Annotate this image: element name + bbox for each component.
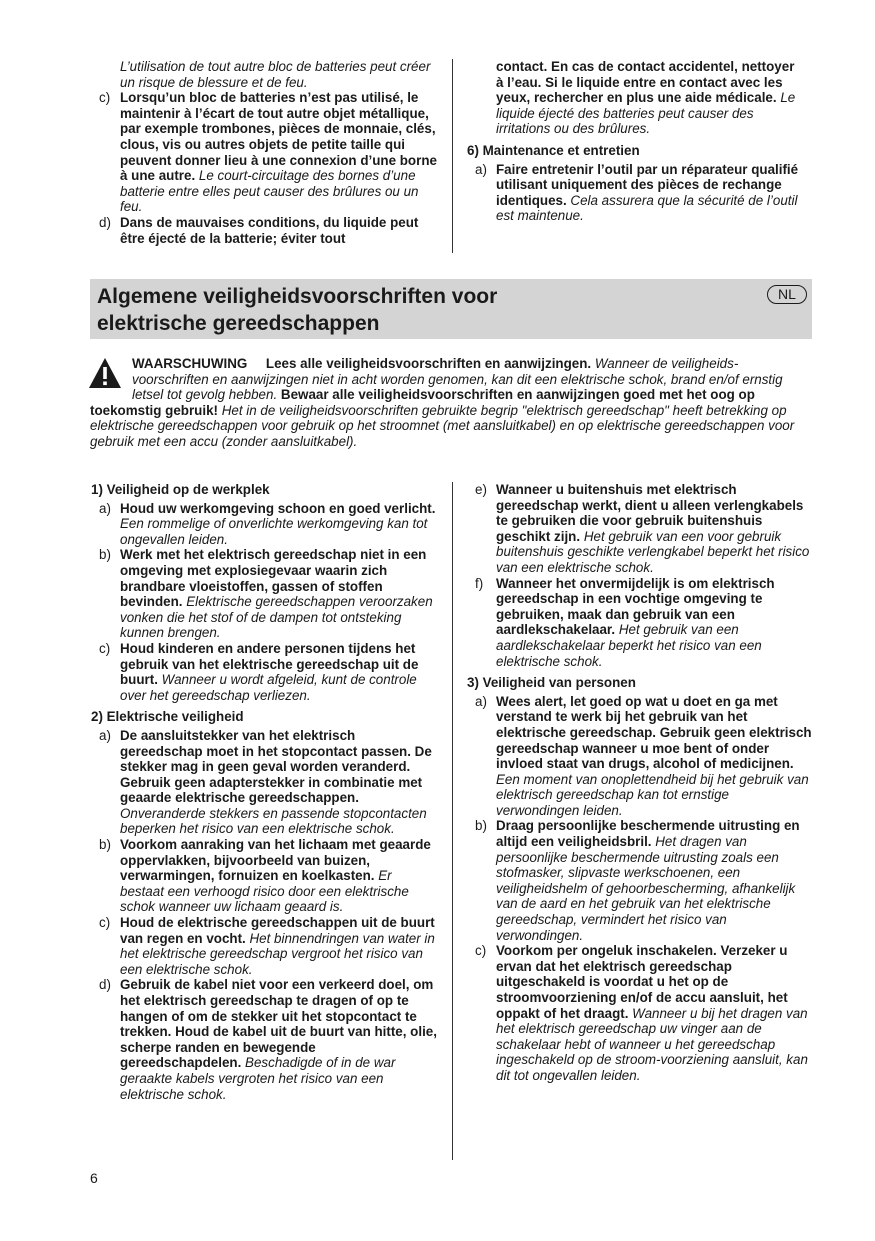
item-bold: Lorsqu’un bloc de batteries n’est pas utilisé, le maintenir à l’écart de tout autre objet métallique, par exemple trombones, pièces de monnaie, clés, clous, vis ou autres objets de petite taille qui peuvent donner lieu à une connexion d’une borne à une autre. <box>120 90 437 184</box>
item-bold: Wanneer het onvermijdelijk is om elektrisch gereedschap in een vochtige omgeving te gebruiken, maak dan gebruik van een aardlekschakelaar. <box>496 575 775 638</box>
item-label: b) <box>475 818 487 834</box>
item-italic: Het gebruik van een aardlekschakelaar beperkt het risico van een elektrische schok. <box>496 622 762 669</box>
item-label: a) <box>475 693 487 709</box>
list-item <box>91 977 439 1102</box>
left-column <box>91 482 439 1102</box>
item-italic: Wanneer u bij het dragen van het elektrisch gereedschap uw vinger aan de schakelaar hebt of wanneer u het gereedschap ingeschakeld op de stroom-voorziening aansluit, kan dit tot ongevallen leiden. <box>496 1005 808 1083</box>
list-item <box>467 818 813 943</box>
item-bold: Gebruik de kabel niet voor een verkeerd doel, om het elektrisch gereedschap te dragen of op te hangen of om de stekker uit het stopcontact te trekken. Houd de kabel uit de buurt van hitte, olie, scherpe randen en bewegende gereedschapdelen. <box>120 977 437 1071</box>
item-italic: Wanneer u wordt afgeleid, kunt de controle over het gereedschap verliezen. <box>120 672 417 703</box>
item-label: b) <box>99 837 111 853</box>
banner-title-line1: Algemene veiligheidsvoorschriften voor <box>97 285 498 308</box>
item-bold: Draag persoonlijke beschermende uitrusting en altijd een veiligheidsbril. <box>496 818 800 850</box>
item-bold: Houd uw werkomgeving schoon en goed verlicht. <box>120 500 436 516</box>
banner-title <box>97 283 497 337</box>
list-item <box>467 576 813 670</box>
item-label: c) <box>99 640 111 656</box>
item-italic: Elektrische gereedschappen veroorzaken vonken die het stof of de dampen tot ontsteking kunnen brengen. <box>120 594 433 641</box>
item-label: d) <box>99 977 111 993</box>
page-number: 6 <box>90 1170 98 1186</box>
list-item <box>91 915 439 977</box>
item-italic: Cela assurera que la sécurité de l’outil est maintenue. <box>496 192 798 224</box>
item-label: f) <box>475 575 484 591</box>
warning-italic-1: Wanneer de veiligheids-voorschriften en aanwijzingen niet in acht worden genomen, kan dit een elektrische schok, brand en/of ernstig letsel tot gevolg hebben. <box>132 356 783 403</box>
item-label: a) <box>99 500 111 516</box>
item-italic: Het gebruik van een voor gebruik buitenshuis geschikte verlengkabel beperkt het risico van een elektrische schok. <box>496 528 810 575</box>
item-italic: Het dragen van persoonlijke beschermende uitrusting zoals een stofmasker, slipvaste werkschoenen, een veiligheidshelm of gehoorbescherming, afhankelijk van de aard en het gebruik van het elektrische gereedschap, vermindert het risico van verwondingen. <box>496 834 796 943</box>
column-divider <box>452 59 453 253</box>
item-bold: Wanneer u buitenshuis met elektrisch gereedschap werkt, dient u alleen verlengkabels te gebruiken die voor gebruik buitenshuis geschikt zijn. <box>496 482 804 544</box>
item-italic: Er bestaat een verhoogd risico door een elektrische schok wanneer uw lichaam geaard is. <box>120 868 409 915</box>
item-bold: Houd kinderen en andere personen tijdens het gebruik van het elektrische gereedschap uit de buurt. <box>120 640 419 688</box>
item-bold: Houd de elektrische gereedschappen uit de buurt van regen en vocht. <box>120 915 435 946</box>
item-label: a) <box>475 161 487 177</box>
list-item <box>91 837 439 915</box>
item-bold: Voorkom per ongeluk inschakelen. Verzeker u ervan dat het elektrisch gereedschap uitgeschakeld is voordat u het op de stroomvoorziening en/of de accu aansluit, het oppakt of het draagt. <box>496 943 788 1021</box>
item-italic: Le liquide éjecté des batteries peut causer des irritations ou des brûlures. <box>496 90 796 137</box>
item-italic: Beschadigde of in de war geraakte kabels vergroten het risico van een elektrische schok. <box>120 1055 396 1102</box>
list-item <box>91 90 439 215</box>
top-right-column <box>467 59 799 224</box>
warning-icon <box>88 357 122 389</box>
warning-word: WAARSCHUWING <box>132 356 248 371</box>
item-italic: Een moment van onoplettendheid bij het gebruik van elektrisch gereedschap kan tot ernstige verwondingen leiden. <box>496 771 809 818</box>
banner-title-line2: elektrische gereedschappen <box>97 312 380 335</box>
item-label: e) <box>475 482 487 497</box>
warning-bold-2: Bewaar alle veiligheidsvoorschriften en aanwijzingen goed met het oog op toekomstig gebruik! <box>90 387 755 418</box>
language-badge: NL <box>767 285 807 304</box>
item-bold: contact. En cas de contact accidentel, nettoyer à l’eau. Si le liquide entre en contact avec les yeux, rechercher en plus une aide médicale. <box>496 59 795 106</box>
item-italic: Le court-circuitage des bornes d’une batterie entre elles peut causer des brûlures ou un feu. <box>120 168 419 215</box>
item-bold: Voorkom aanraking van het lichaam met geaarde oppervlakken, bijvoorbeeld van buizen, verwarmingen, fornuizen en koelkasten. <box>120 837 431 884</box>
list-item <box>91 215 439 246</box>
list-item <box>467 162 799 224</box>
list-item <box>91 728 439 837</box>
item-italic: Onveranderde stekkers en passende stopcontacten beperken het risico van een elektrische schok. <box>120 805 427 837</box>
list-item <box>91 547 439 641</box>
section-heading: 6) Maintenance et entretien <box>467 142 640 158</box>
item-label: a) <box>99 727 111 743</box>
item-italic: Het binnendringen van water in het elektrische gereedschap vergroot het risico van een elektrische schok. <box>120 930 435 977</box>
item-bold: De aansluitstekker van het elektrisch gereedschap moet in het stopcontact passen. De stekker mag in geen geval worden veranderd. Gebruik geen adapterstekker in combinatie met geaarde elektrische gereedschappen. <box>120 727 432 806</box>
right-column <box>467 482 813 1084</box>
list-item <box>467 482 813 576</box>
warning-italic-2: Het in de veiligheidsvoorschriften gebruikte begrip "elektrisch gereedschap" heeft betrekking op elektrische gereedschappen voor gebruik op het stroomnet (met aansluitkabel) en op elektrische gereedschappen voor gebruik met een accu (zonder aansluitkabel). <box>90 402 795 449</box>
list-item <box>91 501 439 548</box>
section-heading: 1) Veiligheid op de werkplek <box>91 482 270 497</box>
item-label: c) <box>475 943 487 959</box>
section-heading: 3) Veiligheid van personen <box>467 675 636 691</box>
warning-block <box>90 356 808 450</box>
item-label: b) <box>99 547 111 563</box>
item-italic: Een rommelige of onverlichte werkomgeving kan tot ongevallen leiden. <box>120 516 428 547</box>
top-left-column <box>91 59 439 246</box>
list-item <box>467 943 813 1083</box>
warning-bold-1: Lees alle veiligheidsvoorschriften en aanwijzingen. <box>265 356 592 371</box>
item-bold: Dans de mauvaises conditions, du liquide peut être éjecté de la batterie; éviter tout <box>120 214 419 246</box>
list-item <box>91 59 439 90</box>
item-label: c) <box>99 90 111 106</box>
item-label: d) <box>99 214 111 230</box>
list-item <box>91 641 439 703</box>
list-item <box>467 59 799 137</box>
item-bold: Faire entretenir l’outil par un réparateur qualifié utilisant uniquement des pièces de rechange identiques. <box>496 161 799 208</box>
list-item <box>467 694 813 819</box>
item-bold: Wees alert, let goed op wat u doet en ga met verstand te werk bij het gebruik van het elektrische gereedschap. Gebruik geen elektrisch gereedschap wanneer u moe bent of onder invloed staat van drugs, alcohol of medicijnen. <box>496 693 812 772</box>
section-heading: 2) Elektrische veiligheid <box>91 709 244 725</box>
item-label: c) <box>99 915 111 931</box>
section-banner <box>90 279 812 339</box>
item-italic: L’utilisation de tout autre bloc de batteries peut créer un risque de blessure et de feu. <box>120 59 431 90</box>
item-bold: Werk met het elektrisch gereedschap niet in een omgeving met explosiegevaar waarin zich brandbare vloeistoffen, gassen of stoffen bevinden. <box>120 547 427 610</box>
column-divider <box>452 482 453 1160</box>
